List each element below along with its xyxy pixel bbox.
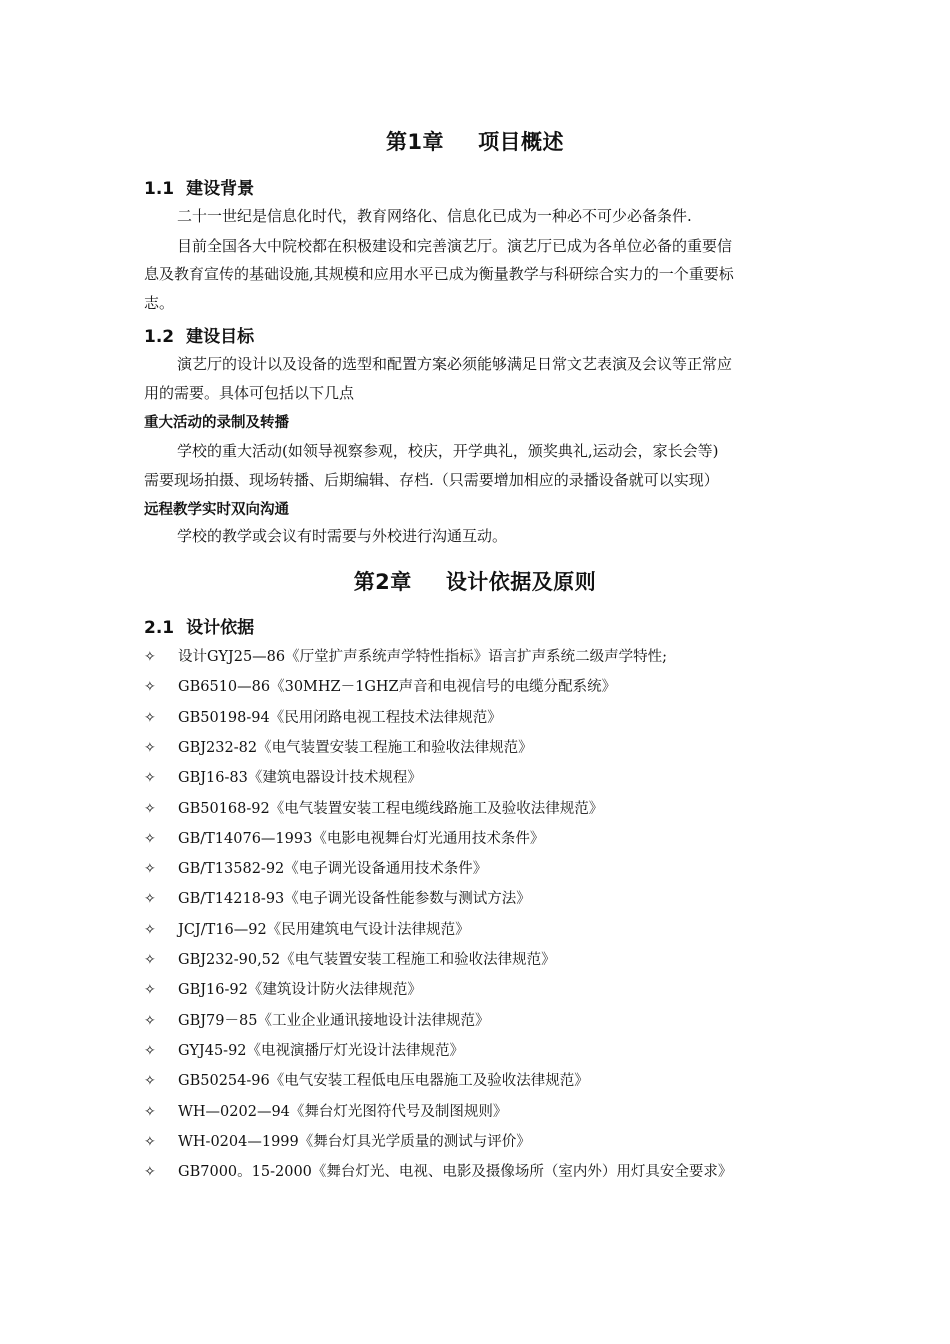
standard-text: GB/T13582-92《电子调光设备通用技术条件》 [178,861,488,878]
standard-list-item [144,857,487,878]
diamond-bullet-icon: ✧ [144,1042,156,1059]
diamond-bullet-icon: ✧ [144,739,156,756]
chapter-2-number: 第2章 [353,570,412,594]
diamond-bullet-icon: ✧ [144,679,156,696]
standard-list-item [144,706,502,727]
diamond-bullet-icon: ✧ [144,830,156,847]
standard-text: GB7000。15-2000《舞台灯光、电视、电影及摄像场所（室内外）用灯具安全要求》 [178,1164,733,1181]
chapter-1-number: 第1章 [385,130,445,154]
diamond-bullet-icon: ✧ [144,861,156,878]
diamond-bullet-icon: ✧ [144,982,156,999]
diamond-bullet-icon: ✧ [144,1164,156,1181]
section-2-1-heading [144,613,254,638]
standard-text: WH-0204—1999《舞台灯具光学质量的测试与评价》 [178,1133,531,1150]
paragraph-line: 用的需要。具体可包括以下几点 [144,384,355,402]
standard-text: GYJ45-92《电视演播厅灯光设计法律规范》 [178,1042,465,1059]
section-1-2-number: 1.2 [144,327,175,347]
paragraph-line: 息及教育宣传的基础设施,其规模和应用水平已成为衡量教学与科研综合实力的一个重要标 [144,265,734,283]
paragraph-line: 二十一世纪是信息化时代，教育网络化、信息化已成为一种必不可少必备条件. [177,207,692,225]
section-1-1-number: 1.1 [144,179,175,199]
standard-list-item [144,978,422,999]
standard-text: GB/T14218-93《电子调光设备性能参数与测试方法》 [178,891,531,908]
section-1-1-title: 建设背景 [186,179,255,199]
standard-list-item [144,645,667,666]
chapter-1-title: 项目概述 [478,130,565,154]
standard-text: GBJ16-92《建筑设计防火法律规范》 [178,982,422,999]
section-1-1-heading [144,174,254,199]
standard-text: 设计GYJ25—86《厅堂扩声系统声学特性指标》语言扩声系统二级声学特性; [178,649,667,665]
paragraph-line: 志。 [144,294,175,312]
diamond-bullet-icon: ✧ [144,891,156,908]
diamond-bullet-icon: ✧ [144,709,156,726]
standard-list-item [144,1039,464,1060]
diamond-bullet-icon: ✧ [144,1073,156,1090]
standard-text: GBJ232-90,52《电气装置安装工程施工和验收法律规范》 [178,952,556,968]
standard-list-item [144,827,544,848]
diamond-bullet-icon: ✧ [144,770,156,787]
standard-text: WH—0202—94《舞台灯光图符代号及制图规则》 [178,1103,508,1120]
standard-text: GB/T14076—1993《电影电视舞台灯光通用技术条件》 [178,830,545,847]
standard-list-item [144,1130,531,1151]
standard-list-item [144,948,556,969]
standard-text: GBJ79－85《工业企业通讯接地设计法律规范》 [178,1012,490,1029]
standard-list-item [144,887,531,908]
diamond-bullet-icon: ✧ [144,800,156,817]
standard-list-item [144,766,422,787]
diamond-bullet-icon: ✧ [144,952,156,968]
standard-list-item [144,1160,732,1181]
standard-list-item [144,918,470,939]
paragraph-line: 学校的重大活动(如领导视察参观，校庆，开学典礼，颁奖典礼,运动会，家长会等) [177,442,719,460]
standard-list-item [144,675,616,696]
standard-text: GBJ232-82《电气装置安装工程施工和验收法律规范》 [178,739,533,756]
diamond-bullet-icon: ✧ [144,1133,156,1150]
diamond-bullet-icon: ✧ [144,921,156,938]
standard-text: GBJ16-83《建筑电器设计技术规程》 [178,770,422,787]
standard-text: JCJ/T16—92《民用建筑电气设计法律规范》 [178,921,470,938]
paragraph-line: 需要现场拍摄、现场转播、后期编辑、存档.（只需要增加相应的录播设备就可以实现） [144,471,719,489]
paragraph-line: 学校的教学或会议有时需要与外校进行沟通互动。 [177,527,508,545]
subheading-remote-teaching: 远程教学实时双向沟通 [144,502,289,518]
standard-list-item [144,1069,589,1090]
section-2-1-number: 2.1 [144,618,175,638]
chapter-1-heading [0,126,950,156]
section-1-2-title: 建设目标 [186,327,255,347]
standard-list-item [144,797,603,818]
standard-list-item [144,1100,507,1121]
diamond-bullet-icon: ✧ [144,649,156,665]
chapter-2-title: 设计依据及原则 [445,570,597,594]
standard-list-item [144,736,533,757]
paragraph-line: 目前全国各大中院校都在积极建设和完善演艺厅。演艺厅已成为各单位必备的重要信 [177,237,733,255]
section-1-2-heading [144,322,254,347]
standard-list-item [144,1009,489,1030]
chapter-2-heading [0,566,950,596]
paragraph-line: 演艺厅的设计以及设备的选型和配置方案必须能够满足日常文艺表演及会议等正常应 [177,355,733,373]
standard-text: GB50198-94《民用闭路电视工程技术法律规范》 [178,709,502,726]
diamond-bullet-icon: ✧ [144,1103,156,1120]
section-2-1-title: 设计依据 [186,618,255,638]
standard-text: GB50168-92《电气装置安装工程电缆线路施工及验收法律规范》 [178,800,604,817]
standard-text: GB50254-96《电气安装工程低电压电器施工及验收法律规范》 [178,1073,589,1090]
subheading-recording: 重大活动的录制及转播 [144,415,289,431]
standard-text: GB6510—86《30MHZ－1GHZ声音和电视信号的电缆分配系统》 [178,679,617,696]
diamond-bullet-icon: ✧ [144,1012,156,1029]
